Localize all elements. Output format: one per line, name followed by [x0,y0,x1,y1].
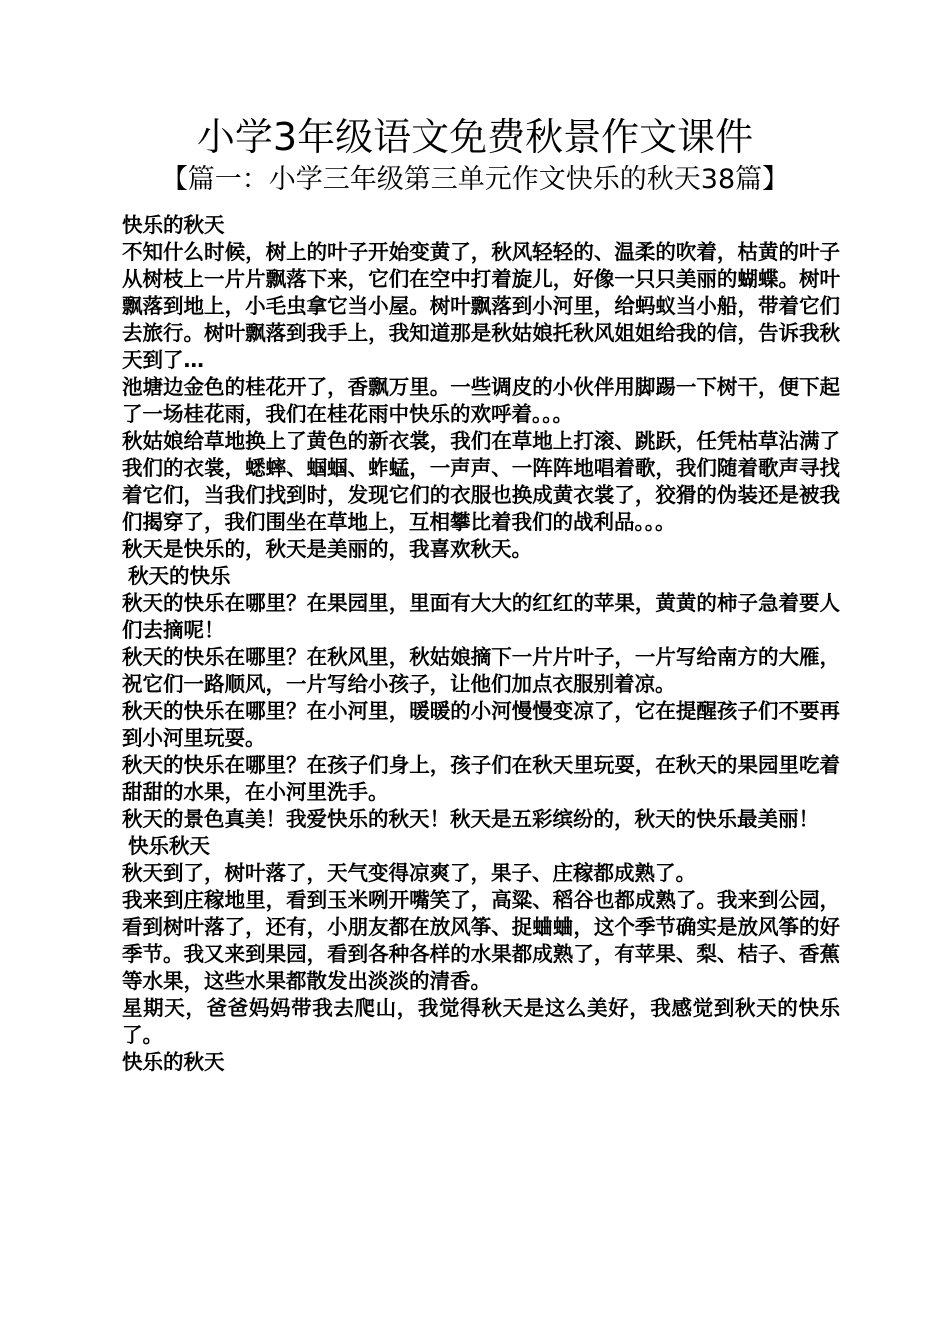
paragraph: 秋姑娘给草地换上了黄色的新衣裳，我们在草地上打滚、跳跃，任凭枯草沾满了我们的衣裳，蟋蟀、蝈蝈、蚱蜢，一声声、一阵阵地唱着歌，我们随着歌声寻找着它们，当我们找到时，发现它们的衣服也换成黄衣裳了，狡猾的伪装还是被我们揭穿了，我们围坐在草地上，互相攀比着我们的战利品。。。 [122,429,840,534]
paragraph: 秋天是快乐的，秋天是美丽的，我喜欢秋天。 [122,537,532,561]
section-heading: 秋天的快乐 [128,564,231,588]
section-heading: 快乐的秋天 [122,1050,225,1074]
paragraph: 秋天的快乐在哪里？在果园里，里面有大大的红红的苹果，黄黄的柿子急着要人们去摘呢！ [122,591,840,642]
paragraph: 秋天的景色真美！我爱快乐的秋天！秋天是五彩缤纷的，秋天的快乐最美丽！ [122,807,819,831]
paragraph: 秋天的快乐在哪里？在孩子们身上，孩子们在秋天里玩耍，在秋天的果园里吃着甜甜的水果，在小河里洗手。 [122,753,840,804]
paragraph: 我来到庄稼地里，看到玉米咧开嘴笑了，高粱、稻谷也都成熟了。我来到公园，看到树叶落了，还有，小朋友都在放风筝、捉蛐蛐，这个季节确实是放风筝的好季节。我又来到果园，看到各种各样的水果都成熟了，有苹果、梨、桔子、香蕉等水果，这些水果都散发出淡淡的清香。 [122,888,840,993]
paragraph: 秋天到了，树叶落了，天气变得凉爽了，果子、庄稼都成熟了。 [122,861,696,885]
section-heading: 快乐的秋天 [122,213,225,237]
essay-body [116,212,840,1076]
section-heading: 快乐秋天 [128,834,210,858]
document-subtitle: 【篇一：小学三年级第三单元作文快乐的秋天38篇】 [160,164,790,195]
paragraph: 秋天的快乐在哪里？在小河里，暖暖的小河慢慢变凉了，它在提醒孩子们不要再到小河里玩耍。 [122,699,840,750]
paragraph: 不知什么时候，树上的叶子开始变黄了，秋风轻轻的、温柔的吹着，枯黄的叶子从树枝上一片片飘落下来，它们在空中打着旋儿，好像一只只美丽的蝴蝶。树叶飘落到地上，小毛虫拿它当小屋。树叶飘落到小河里，给蚂蚁当小船，带着它们去旅行。树叶飘落到我手上，我知道那是秋姑娘托秋风姐姐给我的信，告诉我秋天到了… [122,240,840,372]
paragraph: 星期天，爸爸妈妈带我去爬山，我觉得秋天是这么美好，我感觉到秋天的快乐了。 [122,996,840,1047]
paragraph: 秋天的快乐在哪里？在秋风里，秋姑娘摘下一片片叶子，一片写给南方的大雁，祝它们一路顺风，一片写给小孩子，让他们加点衣服别着凉。 [122,645,840,696]
document-title: 小学3年级语文免费秋景作文课件 [196,115,754,159]
paragraph: 池塘边金色的桂花开了，香飘万里。一些调皮的小伙伴用脚踢一下树干，便下起了一场桂花雨，我们在桂花雨中快乐的欢呼着。。。 [122,375,840,426]
